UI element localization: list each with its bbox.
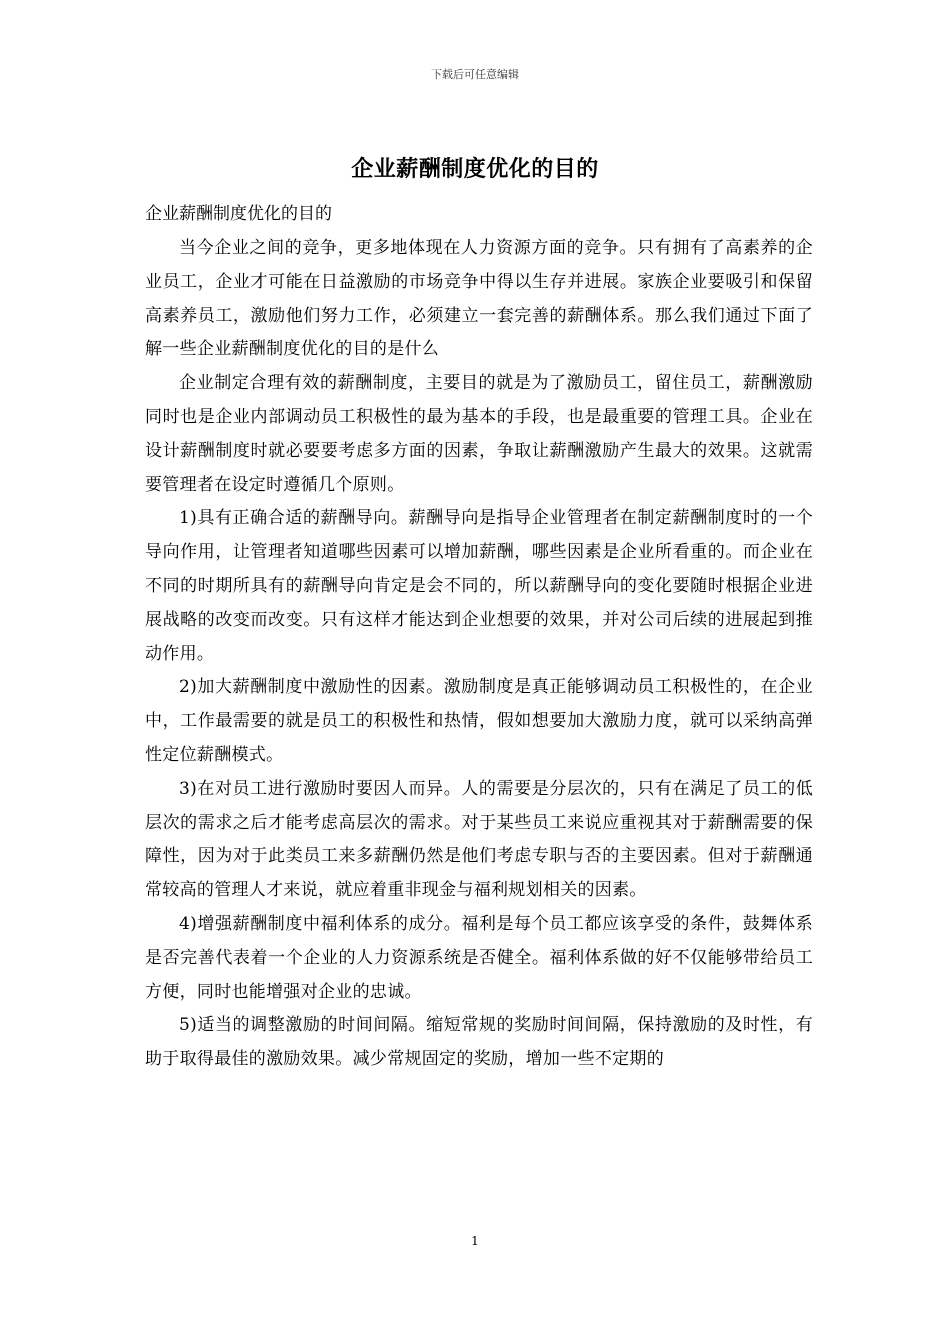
paragraph-principle-1: 1)具有正确合适的薪酬导向。薪酬导向是指导企业管理者在制定薪酬制度时的一个导向作用，让管理者知道哪些因素可以增加薪酬，哪些因素是企业所看重的。而企业在不同的时期所具有的薪酬导向肯定是会不同的，所以薪酬导向的变化要随时根据企业进展战略的改变而改变。只有这样才能达到企业想要的效果，并对公司后续的进展起到推动作用。 xyxy=(145,508,813,664)
paragraph-principle-5: 5)适当的调整激励的时间间隔。缩短常规的奖励时间间隔，保持激励的及时性，有助于取得最佳的激励效果。减少常规固定的奖励，增加一些不定期的 xyxy=(145,1015,813,1070)
document-subtitle: 企业薪酬制度优化的目的 xyxy=(145,204,332,224)
paragraph-principle-3: 3)在对员工进行激励时要因人而异。人的需要是分层次的，只有在满足了员工的低层次的需求之后才能考虑高层次的需求。对于某些员工来说应重视其对于薪酬需要的保障性，因为对于此类员工来多薪酬仍然是他们考虑专职与否的主要因素。但对于薪酬通常较高的管理人才来说，就应着重非现金与福利规划相关的因素。 xyxy=(145,778,813,901)
paragraph-purpose: 企业制定合理有效的薪酬制度，主要目的就是为了激励员工，留住员工，薪酬激励同时也是企业内部调动员工积极性的最为基本的手段，也是最重要的管理工具。企业在设计薪酬制度时就必要要考虑多方面的因素，争取让薪酬激励产生最大的效果。这就需要管理者在设定时遵循几个原则。 xyxy=(145,373,813,495)
paragraph-principle-4: 4)增强薪酬制度中福利体系的成分。福利是每个员工都应该享受的条件，鼓舞体系是否完善代表着一个企业的人力资源系统是否健全。福利体系做的好不仅能够带给员工方便，同时也能增强对企业的忠诚。 xyxy=(145,913,813,1002)
document-title: 企业薪酬制度优化的目的 xyxy=(351,156,599,182)
paragraph-intro: 当今企业之间的竞争，更多地体现在人力资源方面的竞争。只有拥有了高素养的企业员工，企业才可能在日益激励的市场竞争中得以生存并进展。家族企业要吸引和保留高素养员工，激励他们努力工作，必须建立一套完善的薪酬体系。那么我们通过下面了解一些企业薪酬制度优化的目的是什么 xyxy=(145,238,813,360)
paragraph-principle-2: 2)加大薪酬制度中激励性的因素。激励制度是真正能够调动员工积极性的，在企业中，工作最需要的就是员工的积极性和热情，假如想要加大激励力度，就可以采纳高弹性定位薪酬模式。 xyxy=(145,677,813,765)
header-note: 下载后可任意编辑 xyxy=(431,68,519,81)
page-number: 1 xyxy=(471,1234,479,1248)
document-body xyxy=(145,200,813,1077)
